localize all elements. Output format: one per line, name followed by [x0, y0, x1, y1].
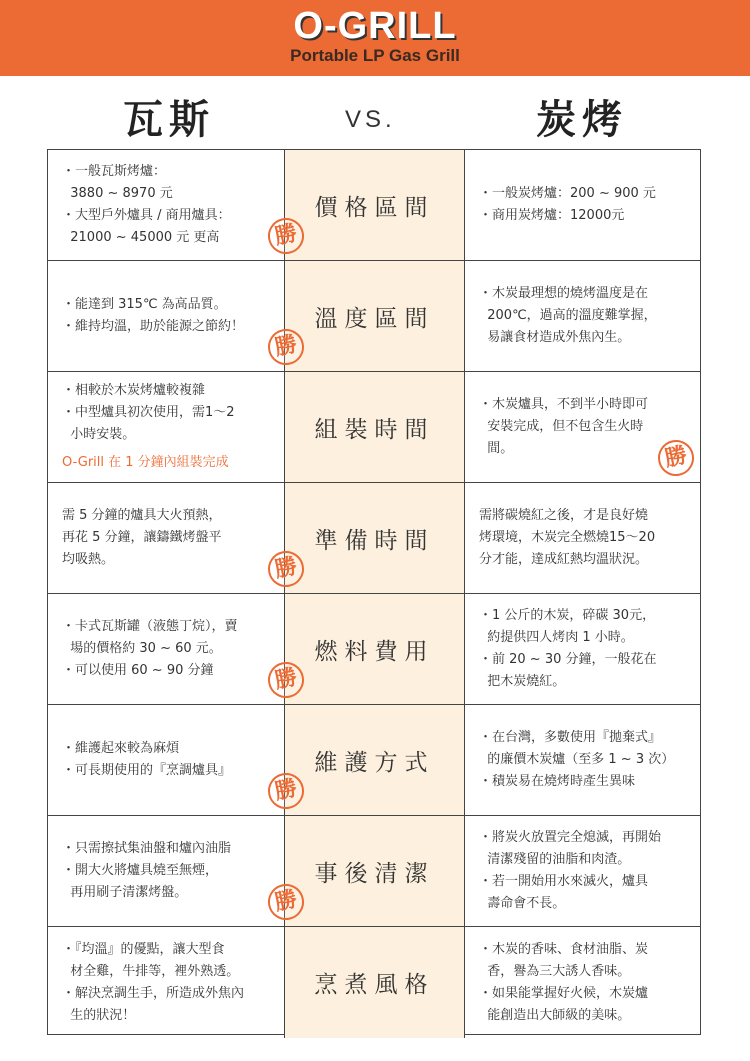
win-stamp-icon: 勝	[265, 659, 308, 702]
category-cell	[285, 483, 465, 593]
comparison-row	[48, 483, 700, 594]
gas-cell-text	[62, 594, 278, 704]
text-line: 3880 ~ 8970 元	[62, 186, 173, 201]
gas-cell	[48, 816, 285, 926]
text-line: ・可長期使用的『烹調爐具』	[62, 763, 232, 778]
gas-cell-text	[62, 705, 278, 815]
text-line: ・只需擦拭集油盤和爐內油脂	[62, 841, 232, 856]
category-cell	[285, 150, 465, 260]
brand-tagline: Portable LP Gas Grill	[290, 46, 460, 65]
text-line: ・中型爐具初次使用，需1～2	[62, 405, 235, 420]
text-line: 需 5 分鐘的爐具大火預熱，	[62, 508, 222, 523]
text-line: 生的狀況！	[62, 1007, 136, 1023]
text-line: 均吸熱。	[62, 552, 115, 567]
category-label: 價格區間	[314, 194, 435, 221]
comparison-row	[48, 150, 700, 261]
gas-cell	[48, 261, 285, 371]
gas-cell-text	[62, 927, 278, 1038]
category-cell	[285, 594, 465, 704]
text-line: ・若一開始用水來滅火，爐具	[479, 874, 649, 889]
text-line: 需將碳燒紅之後，才是良好燒	[479, 508, 649, 523]
charcoal-cell	[465, 816, 700, 926]
text-line: 的廉價木炭爐（至多 1 ~ 3 次）	[479, 752, 675, 767]
win-stamp-icon: 勝	[265, 326, 308, 369]
text-line: 安裝完成，但不包含生火時	[479, 419, 644, 434]
text-line: 間。	[479, 441, 514, 456]
text-line: 再花 5 分鐘，讓鑄鐵烤盤平	[62, 530, 222, 545]
category-cell	[285, 372, 465, 482]
charcoal-cell	[465, 594, 700, 704]
text-line: 約提供四人烤肉 1 小時。	[479, 630, 634, 645]
win-stamp-icon: 勝	[655, 437, 698, 480]
text-line: ・維護起來較為麻煩	[62, 741, 180, 756]
text-line: ・維持均溫，助於能源之節約！	[62, 319, 245, 334]
charcoal-cell-text	[479, 483, 694, 593]
gas-cell-text	[62, 372, 278, 482]
comparison-table	[47, 149, 701, 1035]
charcoal-cell-text	[479, 705, 694, 815]
category-cell	[285, 816, 465, 926]
gas-cell	[48, 150, 285, 260]
charcoal-cell-text	[479, 261, 694, 371]
charcoal-cell	[465, 705, 700, 815]
text-line: ・相較於木炭烤爐較複雜	[62, 383, 206, 398]
versus-label: VS.	[345, 106, 396, 133]
gas-cell	[48, 483, 285, 593]
charcoal-cell-text	[479, 150, 694, 260]
text-line: ・木炭爐具，不到半小時即可	[479, 397, 649, 412]
text-line: ・開大火將爐具燒至無煙，	[62, 863, 219, 878]
category-cell	[285, 705, 465, 815]
text-line: 烤環境，木炭完全燃燒15～20	[479, 530, 656, 545]
gas-cell	[48, 372, 285, 482]
charcoal-cell	[465, 483, 700, 593]
comparison-row	[48, 705, 700, 816]
brand-banner	[0, 0, 750, 76]
text-line: 香，譽為三大誘人香味。	[479, 963, 631, 979]
text-line: ・解決烹調生手，所造成外焦內	[62, 985, 245, 1001]
win-stamp-icon: 勝	[265, 881, 308, 924]
charcoal-cell	[465, 150, 700, 260]
text-line: 壽命會不長。	[479, 896, 566, 911]
text-line: ・可以使用 60 ~ 90 分鐘	[62, 663, 214, 678]
category-cell	[285, 927, 465, 1038]
charcoal-cell-text	[479, 594, 694, 704]
text-line: ・在台灣，多數使用『拋棄式』	[479, 730, 662, 745]
text-line: ・一般瓦斯烤爐：	[62, 164, 167, 179]
text-line: ・『均溫』的優點，讓大型食	[62, 941, 225, 957]
text-line: 易讓食材造成外焦內生。	[479, 330, 631, 345]
text-line: 把木炭燒紅。	[479, 674, 566, 689]
text-line: 分才能，達成紅熱均溫狀況。	[479, 552, 649, 567]
text-line: ・如果能掌握好火候，木炭爐	[479, 985, 649, 1001]
text-line: 場的價格約 30 ~ 60 元。	[62, 641, 222, 656]
win-stamp-icon: 勝	[265, 548, 308, 591]
comparison-row	[48, 816, 700, 927]
comparison-row	[48, 927, 700, 1038]
text-line: ・將炭火放置完全熄滅，再開始	[479, 830, 662, 845]
category-label: 維護方式	[314, 749, 435, 776]
text-line: 材全雞，牛排等，裡外熟透。	[62, 963, 240, 979]
category-label: 溫度區間	[314, 305, 435, 332]
text-line: ・卡式瓦斯罐（液態丁烷），賣	[62, 619, 238, 634]
comparison-row	[48, 594, 700, 705]
charcoal-cell-text	[479, 927, 694, 1038]
text-line: ・木炭最理想的燒烤溫度是在	[479, 286, 649, 301]
comparison-row	[48, 261, 700, 372]
category-label: 準備時間	[314, 527, 435, 554]
gas-heading: 瓦斯	[123, 97, 215, 143]
charcoal-cell	[465, 927, 700, 1038]
text-line: ・1 公斤的木炭，碎碳 30元，	[479, 608, 656, 623]
category-label: 燃料費用	[314, 638, 435, 665]
charcoal-cell	[465, 261, 700, 371]
highlight-note: O-Grill 在 1 分鐘內組裝完成	[62, 455, 229, 470]
text-line: 21000 ~ 45000 元 更高	[62, 230, 220, 245]
text-line: ・積炭易在燒烤時產生異味	[479, 774, 636, 789]
category-label: 組裝時間	[314, 416, 435, 443]
text-line: ・能達到 315℃ 為高品質。	[62, 297, 227, 312]
category-label: 事後清潔	[314, 860, 435, 887]
text-line: ・木炭的香味、食材油脂、炭	[479, 941, 649, 957]
text-line: 小時安裝。	[62, 427, 136, 442]
text-line: ・大型戶外爐具 / 商用爐具：	[62, 208, 231, 223]
win-stamp-icon: 勝	[265, 770, 308, 813]
gas-cell	[48, 927, 285, 1038]
text-line: ・商用炭烤爐：12000元	[479, 208, 625, 223]
brand-logo: O-GRILL	[293, 5, 457, 47]
gas-cell-text	[62, 150, 278, 260]
gas-cell	[48, 705, 285, 815]
text-line: ・前 20 ~ 30 分鐘，一般花在	[479, 652, 657, 667]
text-line: 清潔殘留的油脂和肉渣。	[479, 852, 631, 867]
category-label: 烹煮風格	[314, 972, 435, 998]
category-cell	[285, 261, 465, 371]
charcoal-heading: 炭烤	[536, 97, 628, 143]
text-line: 200℃，過高的溫度難掌握，	[479, 308, 657, 323]
gas-cell	[48, 594, 285, 704]
gas-cell-text	[62, 483, 278, 593]
charcoal-cell-text	[479, 816, 694, 926]
text-line: ・一般炭烤爐：200 ~ 900 元	[479, 186, 656, 201]
win-stamp-icon: 勝	[265, 215, 308, 258]
gas-cell-text	[62, 261, 278, 371]
comparison-row	[48, 372, 700, 483]
gas-cell-text	[62, 816, 278, 926]
text-line: 再用刷子清潔烤盤。	[62, 885, 188, 900]
text-line: 能創造出大師級的美味。	[479, 1007, 631, 1023]
